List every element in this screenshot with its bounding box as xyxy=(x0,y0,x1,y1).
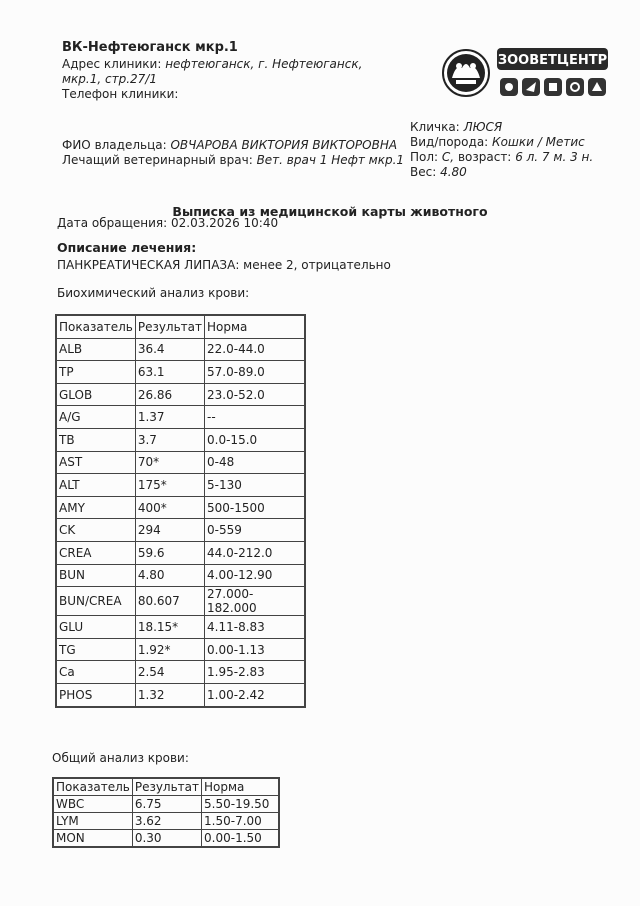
parameter-cell: BUN xyxy=(56,564,135,587)
norm-cell: 4.11-8.83 xyxy=(205,616,306,639)
clinic-name: ВК-Нефтеюганск мкр.1 xyxy=(62,40,238,55)
pet-sex-label: Пол: xyxy=(410,150,439,164)
norm-cell: 0.00-1.50 xyxy=(202,830,280,848)
table-row xyxy=(53,830,279,848)
table-row xyxy=(56,451,305,474)
result-cell: 18.15* xyxy=(135,616,204,639)
parameter-cell: GLOB xyxy=(56,383,135,406)
column-header: Показатель xyxy=(56,315,135,338)
parameter-cell: AST xyxy=(56,451,135,474)
column-header: Норма xyxy=(202,778,280,796)
table-header-row xyxy=(56,315,305,338)
result-cell: 6.75 xyxy=(132,796,201,813)
parameter-cell: PHOS xyxy=(56,683,135,706)
norm-cell: 1.00-2.42 xyxy=(205,683,306,706)
pet-weight-label: Вес: xyxy=(410,165,437,179)
result-cell: 26.86 xyxy=(135,383,204,406)
result-cell: 1.92* xyxy=(135,638,204,661)
result-cell: 36.4 xyxy=(135,338,204,361)
result-cell: 1.32 xyxy=(135,683,204,706)
result-cell: 294 xyxy=(135,519,204,542)
address-label: Адрес клиники: xyxy=(62,57,162,71)
biochem-heading: Биохимический анализ крови: xyxy=(57,286,250,300)
norm-cell: 23.0-52.0 xyxy=(205,383,306,406)
norm-cell: 22.0-44.0 xyxy=(205,338,306,361)
table-row xyxy=(56,564,305,587)
norm-cell: 0.00-1.13 xyxy=(205,638,306,661)
pet-breed-line xyxy=(410,135,593,150)
result-cell: 63.1 xyxy=(135,361,204,384)
result-cell: 3.7 xyxy=(135,428,204,451)
norm-cell: 1.95-2.83 xyxy=(205,661,306,684)
doctor-label: Лечащий ветеринарный врач: xyxy=(62,153,253,167)
result-cell: 2.54 xyxy=(135,661,204,684)
table-row xyxy=(56,683,305,706)
owner-label: ФИО владельца: xyxy=(62,138,167,152)
parameter-cell: LYM xyxy=(53,813,132,830)
table-row xyxy=(56,541,305,564)
column-header: Норма xyxy=(205,315,306,338)
parameter-cell: TG xyxy=(56,638,135,661)
biochem-table xyxy=(55,314,306,708)
result-cell: 3.62 xyxy=(132,813,201,830)
parameter-cell: ALB xyxy=(56,338,135,361)
parameter-cell: AMY xyxy=(56,496,135,519)
table-header-row xyxy=(53,778,279,796)
result-cell: 400* xyxy=(135,496,204,519)
treatment-text: ПАНКРЕАТИЧЕСКАЯ ЛИПАЗА: менее 2, отрицательно xyxy=(57,258,391,272)
visit-date: Дата обращения: 02.03.2026 10:40 xyxy=(57,216,279,230)
logo-text: ЗООВЕТЦЕНТР xyxy=(497,53,608,68)
address-value-2: мкр.1, стр.27/1 xyxy=(62,72,157,86)
pet-weight-line xyxy=(410,165,593,180)
general-table xyxy=(52,777,280,848)
parameter-cell: MON xyxy=(53,830,132,848)
norm-cell: 27.000-182.000 xyxy=(205,587,306,616)
owner-value: ОВЧАРОВА ВИКТОРИЯ ВИКТОРОВНА xyxy=(170,138,398,152)
column-header: Показатель xyxy=(53,778,132,796)
result-cell: 4.80 xyxy=(135,564,204,587)
table-row xyxy=(53,813,279,830)
parameter-cell: Ca xyxy=(56,661,135,684)
result-cell: 175* xyxy=(135,474,204,497)
doctor-value: Вет. врач 1 Нефт мкр.1 xyxy=(256,153,405,167)
table-row xyxy=(56,616,305,639)
result-cell: 0.30 xyxy=(132,830,201,848)
pet-name-value: ЛЮСЯ xyxy=(463,120,503,134)
pet-sex-age-line xyxy=(410,150,593,165)
pet-weight-value: 4.80 xyxy=(440,165,467,179)
table-row xyxy=(56,361,305,384)
parameter-cell: CREA xyxy=(56,541,135,564)
general-heading: Общий анализ крови: xyxy=(52,751,189,765)
column-header: Результат xyxy=(132,778,201,796)
table-row xyxy=(56,496,305,519)
parameter-cell: A/G xyxy=(56,406,135,429)
result-cell: 70* xyxy=(135,451,204,474)
parameter-cell: ALT xyxy=(56,474,135,497)
norm-cell: 1.50-7.00 xyxy=(202,813,280,830)
norm-cell: 5-130 xyxy=(205,474,306,497)
pet-age-label: возраст: xyxy=(457,150,512,164)
table-row xyxy=(56,406,305,429)
result-cell: 1.37 xyxy=(135,406,204,429)
parameter-cell: TP xyxy=(56,361,135,384)
pet-name-label: Кличка: xyxy=(410,120,460,134)
table-row xyxy=(56,661,305,684)
table-row xyxy=(56,638,305,661)
treatment-heading: Описание лечения: xyxy=(57,240,197,255)
owner-line xyxy=(62,138,397,153)
norm-cell: 0-48 xyxy=(205,451,306,474)
parameter-cell: GLU xyxy=(56,616,135,639)
document-title: Выписка из медицинской карты животного xyxy=(172,204,488,219)
clinic-address-line-1 xyxy=(62,57,362,72)
norm-cell: 0.0-15.0 xyxy=(205,428,306,451)
parameter-cell: WBC xyxy=(53,796,132,813)
parameter-cell: CK xyxy=(56,519,135,542)
address-value-1: нефтеюганск, г. Нефтеюганск, xyxy=(165,57,363,71)
doctor-line xyxy=(62,153,404,168)
norm-cell: 4.00-12.90 xyxy=(205,564,306,587)
pet-breed-label: Вид/порода: xyxy=(410,135,489,149)
table-row xyxy=(56,474,305,497)
table-row xyxy=(56,338,305,361)
norm-cell: 0-559 xyxy=(205,519,306,542)
parameter-cell: TB xyxy=(56,428,135,451)
table-row xyxy=(56,587,305,616)
norm-cell: 57.0-89.0 xyxy=(205,361,306,384)
table-row xyxy=(53,796,279,813)
column-header: Результат xyxy=(135,315,204,338)
phone-label: Телефон клиники: xyxy=(62,87,179,101)
norm-cell: 5.50-19.50 xyxy=(202,796,280,813)
result-cell: 59.6 xyxy=(135,541,204,564)
table-row xyxy=(56,383,305,406)
zoovetcenter-logo xyxy=(442,42,612,104)
pet-breed-value: Кошки / Метис xyxy=(492,135,585,149)
norm-cell: -- xyxy=(205,406,306,429)
result-cell: 80.607 xyxy=(135,587,204,616)
table-row xyxy=(56,428,305,451)
pet-age-value: 6 л. 7 м. 3 н. xyxy=(515,150,594,164)
pet-sex-value: С, xyxy=(441,150,455,164)
norm-cell: 44.0-212.0 xyxy=(205,541,306,564)
table-row xyxy=(56,519,305,542)
pet-info xyxy=(410,120,593,180)
pet-name-line xyxy=(410,120,593,135)
norm-cell: 500-1500 xyxy=(205,496,306,519)
parameter-cell: BUN/CREA xyxy=(56,587,135,616)
